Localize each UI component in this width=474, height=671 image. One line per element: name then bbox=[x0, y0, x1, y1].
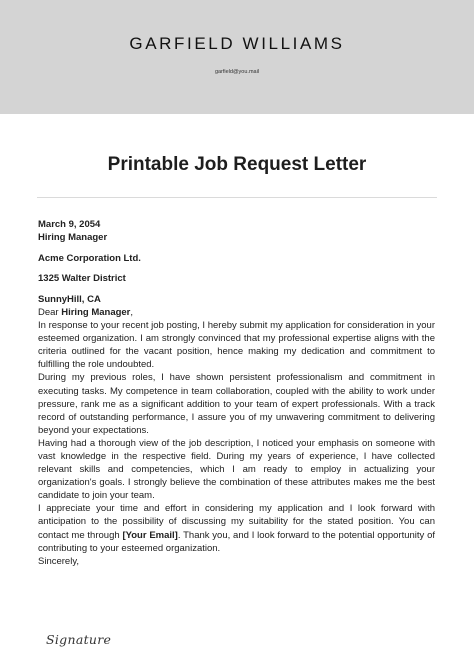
paragraph-4-text-after: . Thank you, and I look forward to the potential opportunity of contributing to your esteemed organization. bbox=[38, 529, 435, 554]
salutation-suffix: , bbox=[130, 306, 134, 318]
salutation bbox=[38, 306, 435, 319]
letter-date: March 9, 2054 bbox=[38, 219, 101, 230]
email-placeholder: [Your Email] bbox=[122, 529, 178, 541]
letter-paragraph-1: In response to your recent job posting, I hereby submit my application for consideration in your esteemed organization. I am strongly convinced that my professional expertise aligns with the criteria outlined for the vacant position, hence making my dedication and commitment to fulfilling the role undoubted. bbox=[38, 320, 435, 371]
recipient-street: 1325 Walter District bbox=[38, 273, 126, 285]
signature: Signature bbox=[46, 632, 112, 647]
header-band bbox=[0, 0, 474, 114]
letter-paragraph-2: During my previous roles, I have shown persistent professionalism and commitment in executing tasks. My competence in team collaboration, coupled with the ability to work under pressure, rank me as a significant addition to your team of expert professionals. With a track record of outstanding performance, I assure you of my unwavering commitment to delivering beyond your expectations. bbox=[38, 372, 435, 436]
document-title: Printable Job Request Letter bbox=[107, 154, 367, 175]
salutation-prefix: Dear bbox=[38, 306, 62, 318]
letter-closing: Sincerely, bbox=[38, 555, 80, 567]
letter-paragraph-4 bbox=[38, 502, 435, 554]
salutation-name: Hiring Manager bbox=[61, 306, 131, 318]
sender-email: garfield@you.mail bbox=[214, 69, 260, 75]
sender-name: GARFIELD WILLIAMS bbox=[129, 34, 345, 53]
recipient-title: Hiring Manager bbox=[38, 232, 108, 244]
letter-body bbox=[38, 218, 435, 568]
recipient-city: SunnyHill, CA bbox=[38, 293, 101, 305]
letter-paragraph-3: Having had a thorough view of the job description, I noticed your emphasis on someone with vast knowledge in the respective field. During my years of experience, I have collected relevant skills and competencies, which I am ready to employ in actualizing your organization's goals. I strongly believe the combination of these attributes makes me the best candidate to join your team. bbox=[38, 437, 435, 502]
title-divider bbox=[37, 197, 437, 198]
paragraph-4-text-before: I appreciate your time and effort in considering my application and I look forward with anticipation to the possibility of discussing my suitability for the stated position. You can contact me through bbox=[38, 503, 435, 541]
recipient-company: Acme Corporation Ltd. bbox=[38, 252, 141, 264]
